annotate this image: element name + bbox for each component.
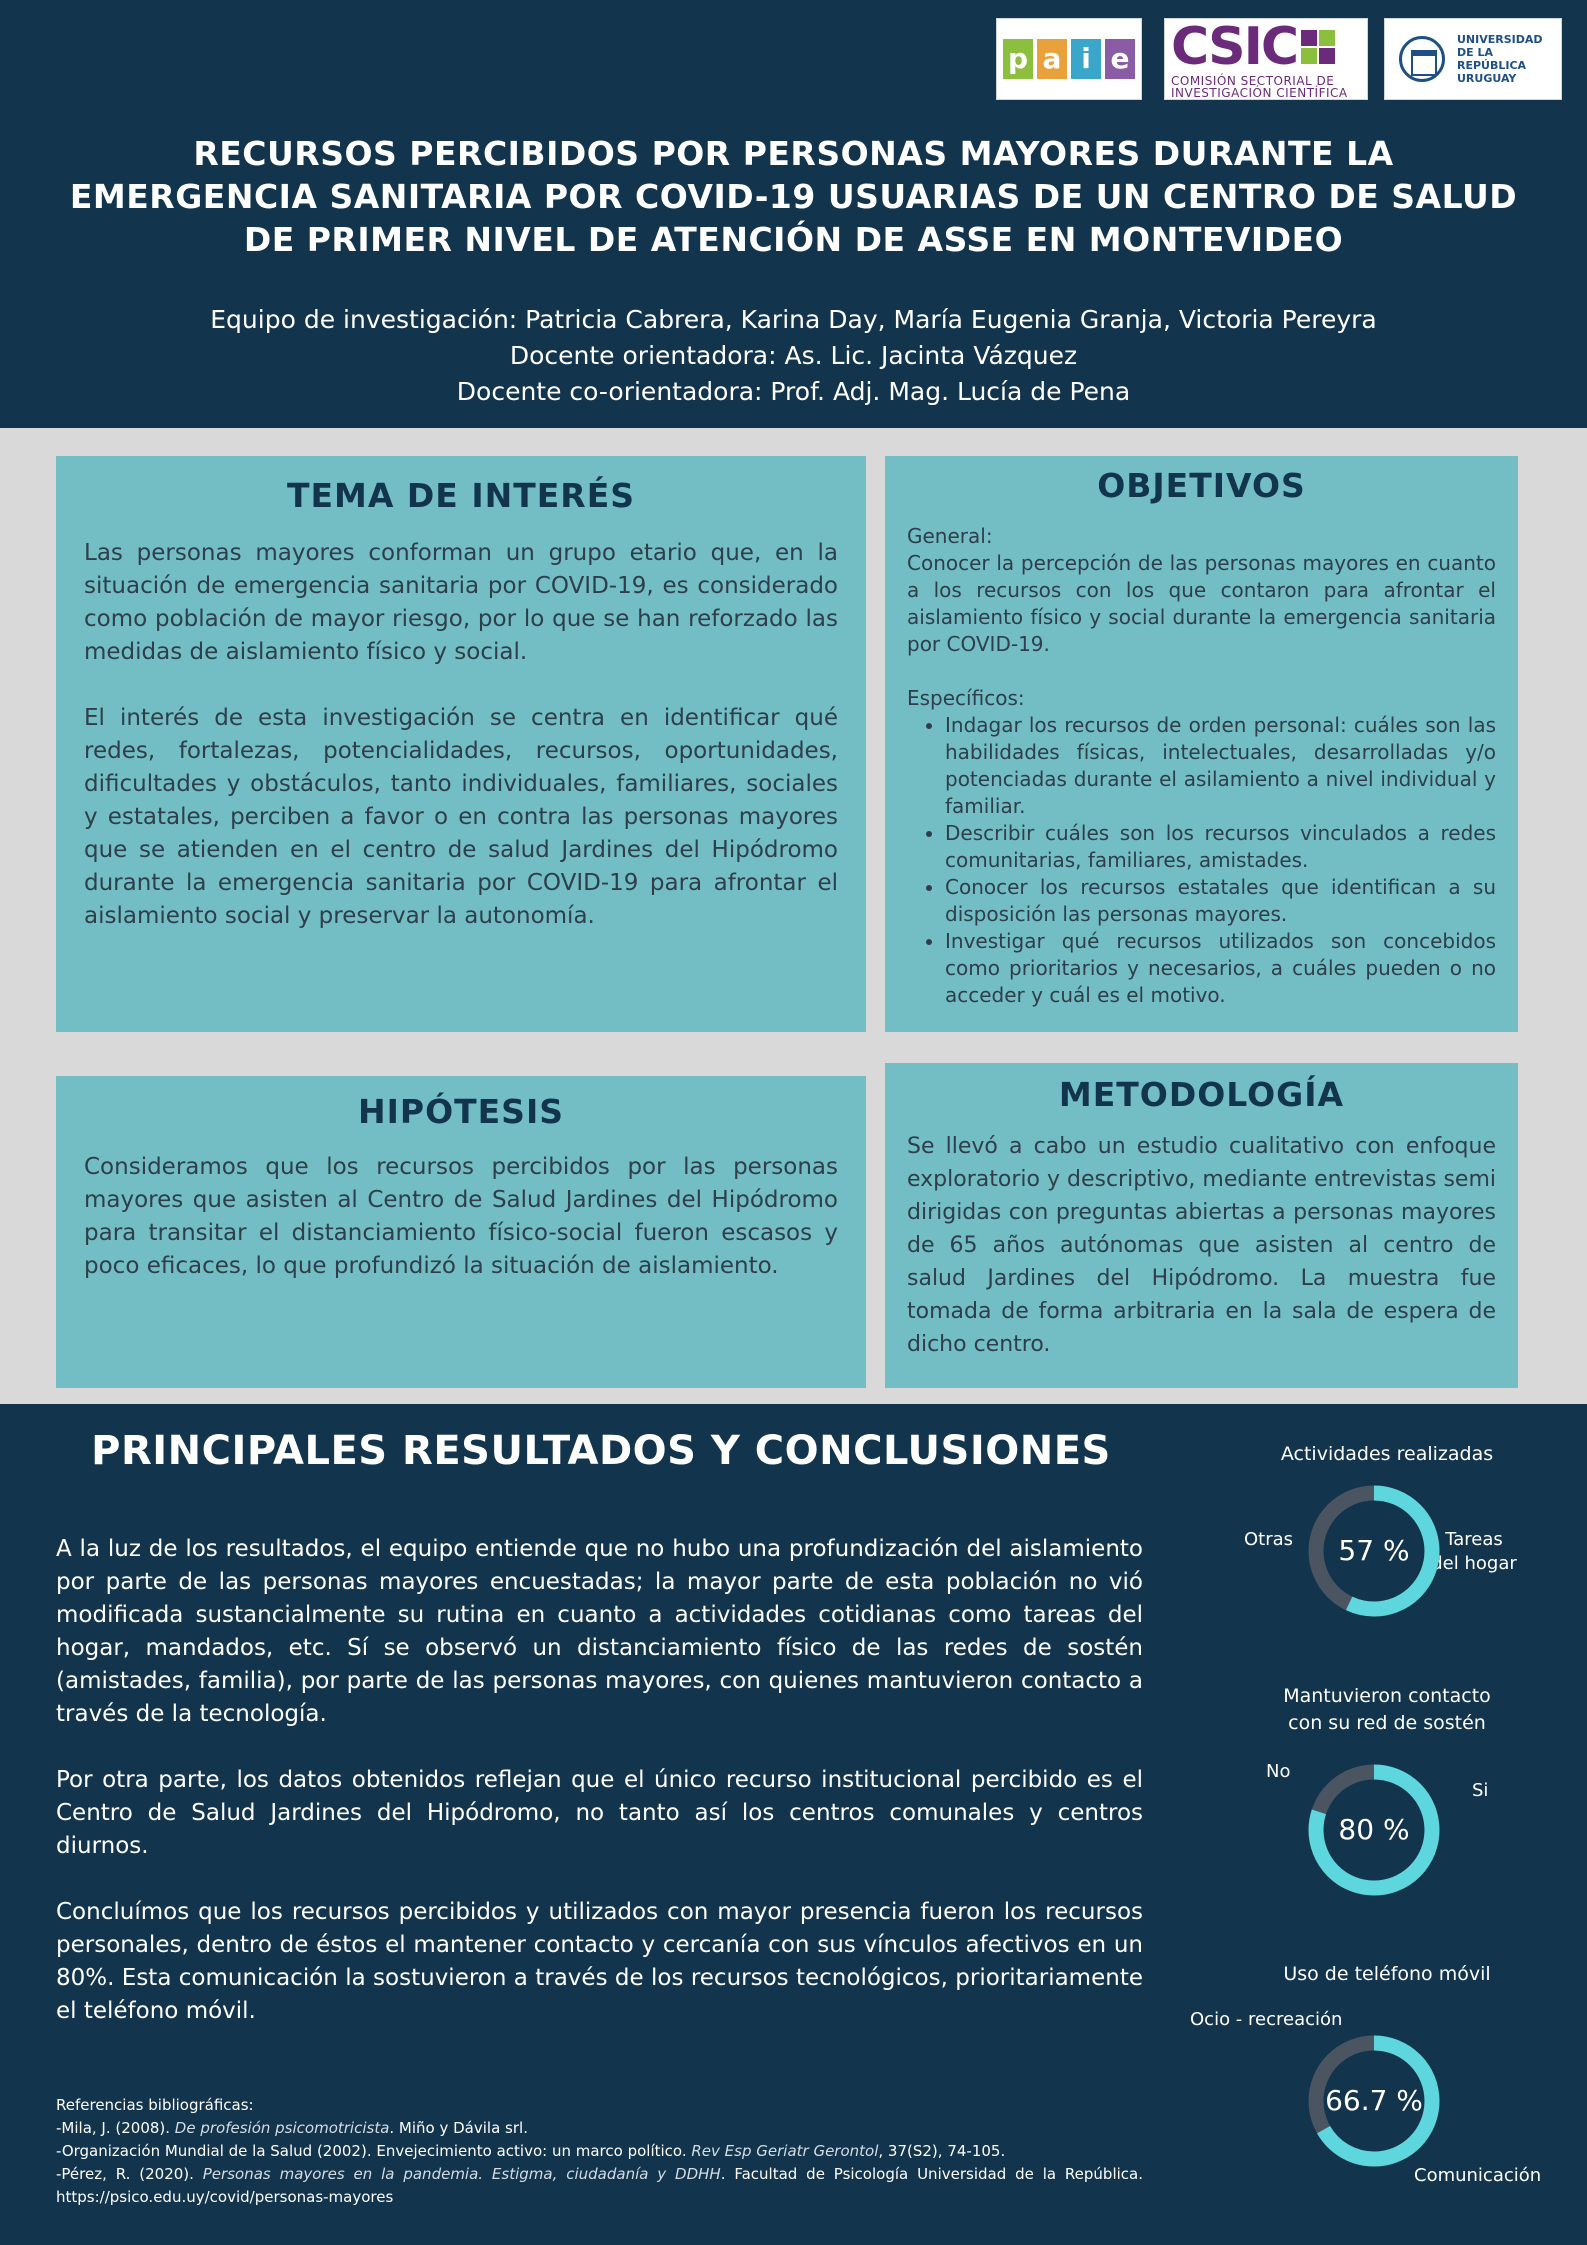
metodologia-section bbox=[885, 1063, 1518, 1388]
poster-title-line: RECURSOS PERCIBIDOS POR PERSONAS MAYORES DURANTE LA bbox=[193, 134, 1394, 173]
reference-2: -Organización Mundial de la Salud (2002). Envejecimiento activo: un marco político. Rev Esp Geriatr Gerontol, 37(S2), 74-105. bbox=[56, 2142, 1006, 2160]
list-item: • Describir cuáles son los recursos vinculados a redes comunitarias, familiares, amistades. bbox=[945, 820, 1496, 874]
chart-label-other: Ocio - recreación bbox=[1190, 2009, 1343, 2030]
paie-letter-a: a bbox=[1037, 39, 1067, 79]
chart-title-phone: Uso de teléfono móvil bbox=[1283, 1963, 1491, 1985]
chart-label-main: Comunicación bbox=[1414, 2165, 1542, 2186]
donut-value: 66.7 % bbox=[1325, 2084, 1423, 2117]
results-heading: PRINCIPALES RESULTADOS Y CONCLUSIONES bbox=[91, 1428, 1111, 1474]
metodologia-heading: METODOLOGÍA bbox=[1058, 1075, 1345, 1114]
csic-wordmark: CSIC bbox=[1171, 17, 1298, 77]
csic-subtitle-2: INVESTIGACIÓN CIENTÍFICA bbox=[1171, 86, 1348, 100]
results-paragraph-3: Concluímos que los recursos percibidos y utilizados con mayor presencia fueron los recursos personales, dentro de éstos el mantener contacto y cercanía con sus vínculos afectivos en un 80%. Esta comunicación la sostuvieron a través de los recursos tecnológicos, prioritariamente el teléfono móvil. bbox=[56, 1899, 1143, 2024]
reference-3: -Pérez, R. (2020). Personas mayores en la pandemia. Estigma, ciudadanía y DDHH. Facultad de Psicología Universidad de la República. https://psico.edu.uy/covid/personas-mayores bbox=[56, 2165, 1144, 2206]
references-heading: Referencias bibliográficas: bbox=[56, 2096, 254, 2114]
results-paragraph-2: Por otra parte, los datos obtenidos reflejan que el único recurso institucional percibido es el Centro de Salud Jardines del Hipódromo, no tanto así los centros comunales y centros diurnos. bbox=[56, 1767, 1143, 1859]
donut-chart-activities bbox=[1304, 1481, 1444, 1621]
udelar-seal-icon bbox=[1399, 36, 1445, 82]
hipotesis-section bbox=[56, 1076, 866, 1388]
csic-logo bbox=[1164, 18, 1368, 100]
chart-label-other: Otras bbox=[1244, 1529, 1294, 1550]
team-members: Equipo de investigación: Patricia Cabrera, Karina Day, María Eugenia Granja, Victoria Pereyra bbox=[210, 305, 1377, 334]
donut-value: 57 % bbox=[1338, 1534, 1410, 1567]
donut-chart-phone bbox=[1304, 2031, 1444, 2171]
results-paragraph-1: A la luz de los resultados, el equipo entiende que no hubo una profundización del aislamiento por parte de las personas mayores encuestadas; la mayor parte de esta población no vió modificada sustancialmente su rutina en cuanto a actividades cotidianas como tareas del hogar, mandados, etc. Sí se observó un distanciamiento físico de las redes de sostén (amistades, familia), por parte de las personas mayores, con quienes mantuvieron contacto a través de la tecnología. bbox=[56, 1536, 1143, 1727]
udelar-logo bbox=[1384, 18, 1562, 100]
list-item: • Indagar los recursos de orden personal: cuáles son las habilidades físicas, intelectuales, desarrolladas y/o potenciadas durante el asilamiento a nivel individual y familiar. bbox=[945, 712, 1496, 820]
tema-paragraph-1: Las personas mayores conforman un grupo etario que, en la situación de emergencia sanitaria por COVID-19, es considerado como población de mayor riesgo, por lo que se han reforzado las medidas de aislamiento físico y social. bbox=[84, 540, 838, 665]
hipotesis-text: Consideramos que los recursos percibidos por las personas mayores que asisten al Centro de Salud Jardines del Hipódromo para transitar el distanciamiento físico-social fueron escasos y poco eficaces, lo que profundizó la situación de aislamiento. bbox=[84, 1154, 838, 1279]
general-label: General: bbox=[907, 524, 993, 548]
general-objective: Conocer la percepción de las personas mayores en cuanto a los recursos con los que contaron para afrontar el aislamiento físico y social durante la emergencia sanitaria por COVID-19. bbox=[907, 551, 1496, 656]
poster-title-line: DE PRIMER NIVEL DE ATENCIÓN DE ASSE EN MONTEVIDEO bbox=[243, 220, 1344, 259]
tema-heading: TEMA DE INTERÉS bbox=[286, 476, 635, 515]
co-advisor: Docente co-orientadora: Prof. Adj. Mag. Lucía de Pena bbox=[456, 377, 1131, 406]
advisor: Docente orientadora: As. Lic. Jacinta Vázquez bbox=[509, 341, 1078, 370]
hipotesis-heading: HIPÓTESIS bbox=[357, 1092, 564, 1131]
udelar-line-3: URUGUAY bbox=[1457, 72, 1517, 85]
specific-label: Específicos: bbox=[907, 686, 1025, 710]
donut-value: 80 % bbox=[1338, 1813, 1410, 1846]
udelar-line-2: DE LA REPÚBLICA bbox=[1457, 46, 1527, 72]
poster-title bbox=[60, 132, 1527, 261]
objetivos-heading: OBJETIVOS bbox=[1097, 466, 1306, 505]
udelar-line-1: UNIVERSIDAD bbox=[1457, 33, 1543, 46]
csic-squares-icon bbox=[1301, 30, 1335, 64]
paie-letter-e: e bbox=[1105, 39, 1135, 79]
objetivos-section bbox=[885, 456, 1518, 1032]
references bbox=[56, 2094, 1143, 2209]
reference-1: -Mila, J. (2008). De profesión psicomotricista. Miño y Dávila srl. bbox=[56, 2119, 528, 2137]
paie-letter-p: p bbox=[1003, 39, 1033, 79]
research-team bbox=[60, 302, 1527, 410]
paie-logo bbox=[996, 18, 1142, 100]
chart-label-other: No bbox=[1266, 1761, 1291, 1782]
list-item: • Investigar qué recursos utilizados son concebidos como prioritarios y necesarios, a cuáles pueden o no acceder y cuál es el motivo. bbox=[945, 928, 1496, 1009]
poster-title-line: EMERGENCIA SANITARIA POR COVID-19 USUARIAS DE UN CENTRO DE SALUD bbox=[69, 177, 1518, 216]
metodologia-text: Se llevó a cabo un estudio cualitativo con enfoque exploratorio y descriptivo, mediante entrevistas semi dirigidas con preguntas abiertas a personas mayores de 65 años autónomas que asisten al centro de salud Jardines del Hipódromo. La muestra fue tomada de forma arbitraria en la sala de espera de dicho centro. bbox=[907, 1134, 1496, 1357]
chart-label-main: Tareas del hogar bbox=[1431, 1529, 1517, 1574]
chart-title-activities: Actividades realizadas bbox=[1280, 1443, 1494, 1465]
donut-chart-contact bbox=[1304, 1760, 1444, 1900]
list-item: • Conocer los recursos estatales que identifican a su disposición las personas mayores. bbox=[945, 874, 1496, 928]
tema-section bbox=[56, 456, 866, 1032]
chart-title-contact: Mantuvieron contacto con su red de sostén bbox=[1283, 1685, 1491, 1734]
csic-subtitle-1: COMISIÓN SECTORIAL DE bbox=[1171, 74, 1335, 88]
chart-label-main: Si bbox=[1472, 1780, 1489, 1801]
paie-letter-i: i bbox=[1071, 39, 1101, 79]
specific-objectives-list bbox=[945, 712, 1496, 1009]
tema-paragraph-2: El interés de esta investigación se centra en identificar qué redes, fortalezas, potencialidades, recursos, oportunidades, dificultades y obstáculos, tanto individuales, familiares, sociales y estatales, perciben a favor o en contra las personas mayores que se atienden en el centro de salud Jardines del Hipódromo durante la emergencia sanitaria por COVID-19 para afrontar el aislamiento social y preservar la autonomía. bbox=[84, 705, 838, 929]
results-body bbox=[56, 1533, 1143, 2028]
